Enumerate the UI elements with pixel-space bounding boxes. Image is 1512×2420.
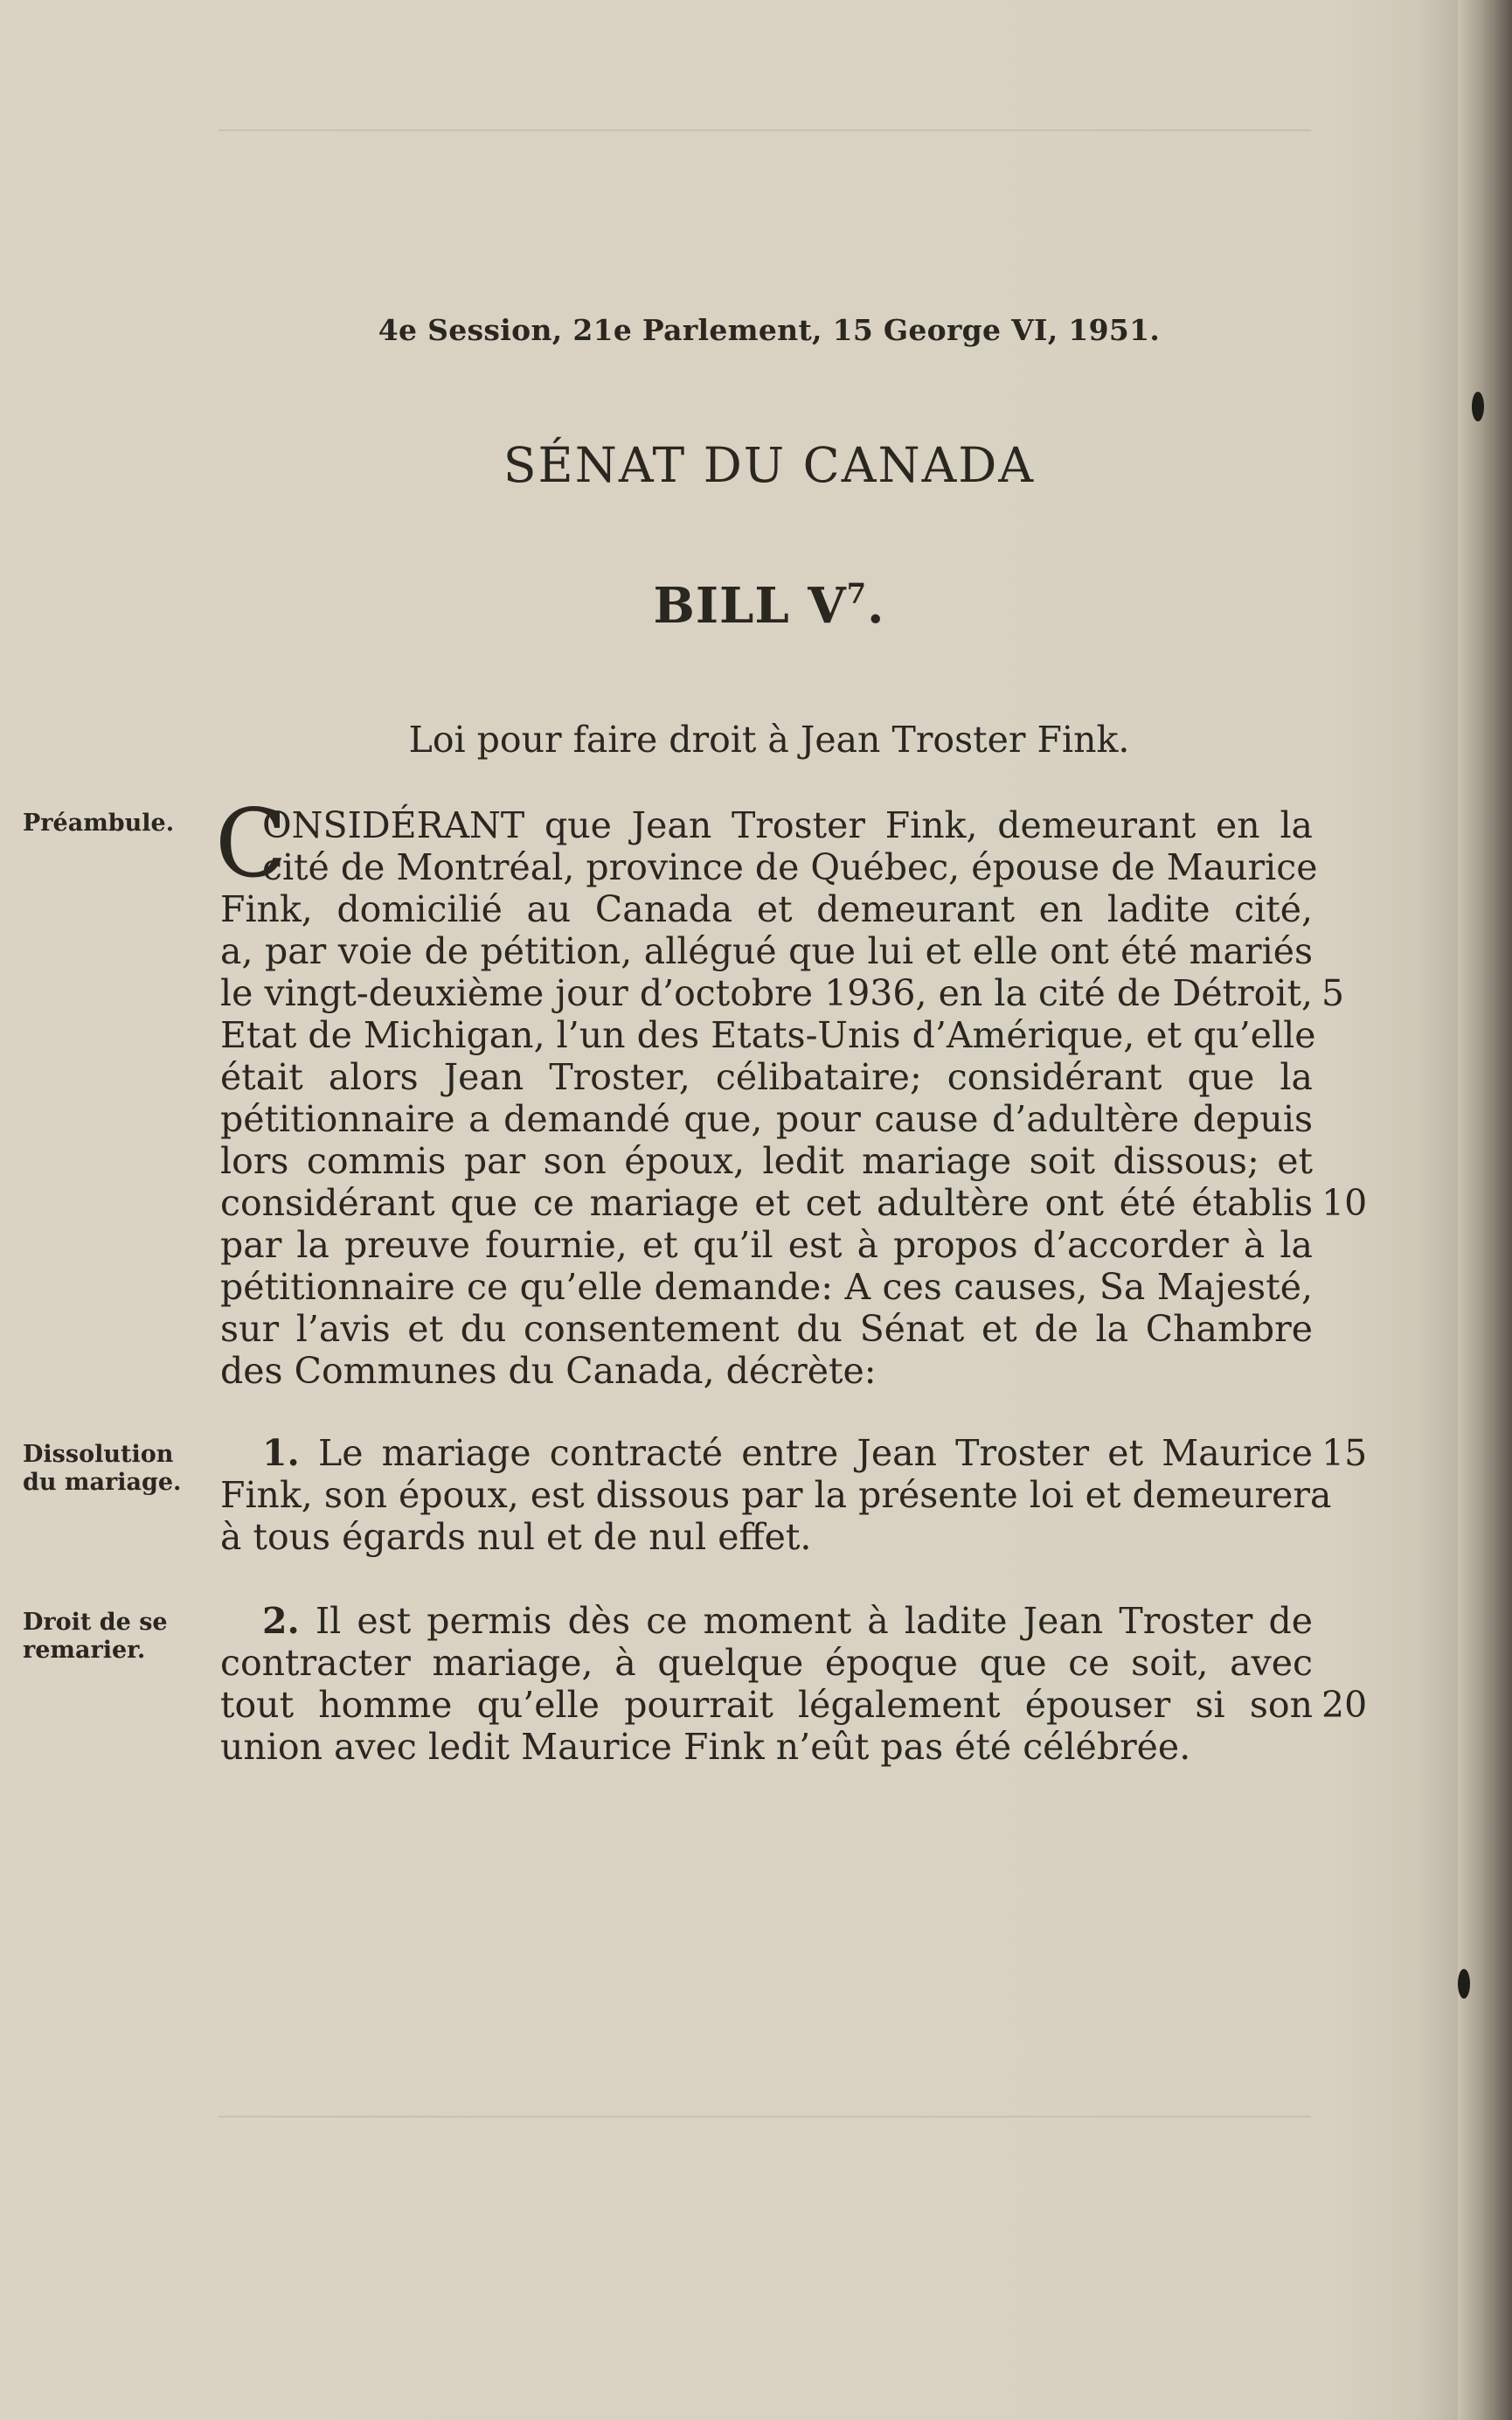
text-line: cité de Montréal, province de Québec, épouse de Maurice bbox=[262, 846, 1318, 888]
line-number: 20 bbox=[1321, 1684, 1368, 1726]
text-line bbox=[220, 1600, 1313, 1642]
bill-subtitle: Loi pour faire droit à Jean Troster Fink. bbox=[408, 719, 1130, 761]
chamber-title: SÉNAT DU CANADA bbox=[503, 437, 1036, 493]
bleed-through-line bbox=[218, 129, 1311, 131]
text-line: contracter mariage, à quelque époque que ce soit, avec bbox=[220, 1642, 1313, 1684]
text-line: Fink, son époux, est dissous par la présente loi et demeurera bbox=[220, 1474, 1332, 1516]
margin-note-dissolution bbox=[23, 1441, 189, 1497]
line-number: 10 bbox=[1321, 1182, 1368, 1224]
margin-note-line: remarier. bbox=[23, 1637, 146, 1664]
preamble-paragraph bbox=[215, 789, 1318, 1392]
bill-suffix: . bbox=[867, 577, 885, 635]
bill-superscript: 7 bbox=[846, 577, 867, 610]
page-binding-edge bbox=[1458, 0, 1512, 2420]
text-line: pétitionnaire ce qu’elle demande: A ces causes, Sa Majesté, bbox=[220, 1266, 1313, 1308]
drop-cap: C bbox=[215, 789, 288, 899]
bill-label: BILL V bbox=[653, 577, 847, 635]
text-line: considérant que ce mariage et cet adultère ont été établis bbox=[220, 1182, 1313, 1224]
margin-note-line: du mariage. bbox=[23, 1469, 182, 1496]
text-line: sur l’avis et du consentement du Sénat et de la Chambre bbox=[220, 1308, 1313, 1350]
margin-note-preamble: Préambule. bbox=[23, 810, 175, 837]
text-line: par la preuve fournie, et qu’il est à propos d’accorder à la bbox=[220, 1224, 1313, 1266]
text-line: a, par voie de pétition, allégué que lui et elle ont été mariés bbox=[220, 930, 1313, 972]
bill-title bbox=[0, 577, 1512, 635]
margin-note-line: Droit de se bbox=[23, 1609, 168, 1636]
line-number: 5 bbox=[1321, 972, 1345, 1014]
text-line bbox=[220, 1432, 1313, 1474]
margin-note-line: Dissolution bbox=[23, 1441, 174, 1468]
section-text: Il est permis dès ce moment à ladite Jean Troster de bbox=[315, 1600, 1313, 1642]
text-line: lors commis par son époux, ledit mariage soit dissous; et bbox=[220, 1140, 1313, 1182]
text-line: des Communes du Canada, décrète: bbox=[220, 1350, 877, 1392]
text-line: pétitionnaire a demandé que, pour cause d’adultère depuis bbox=[220, 1098, 1313, 1140]
section-text: Le mariage contracté entre Jean Troster et Maurice bbox=[317, 1432, 1313, 1474]
text-line: à tous égards nul et de nul effet. bbox=[220, 1516, 812, 1558]
section-1-paragraph bbox=[220, 1432, 1332, 1558]
text-line: Etat de Michigan, l’un des Etats-Unis d’Amérique, et qu’elle bbox=[220, 1014, 1316, 1056]
binding-hole bbox=[1472, 392, 1484, 421]
line-number: 15 bbox=[1321, 1432, 1368, 1474]
text-line: tout homme qu’elle pourrait légalement épouser si son bbox=[220, 1684, 1313, 1726]
text-line: union avec ledit Maurice Fink n’eût pas été célébrée. bbox=[220, 1726, 1191, 1768]
text-line: le vingt-deuxième jour d’octobre 1936, en la cité de Détroit, bbox=[220, 972, 1313, 1014]
margin-note-remarriage bbox=[23, 1609, 189, 1665]
bleed-through-line bbox=[218, 2116, 1311, 2118]
section-number: 1. bbox=[262, 1432, 300, 1474]
text-line: Fink, domicilié au Canada et demeurant en ladite cité, bbox=[220, 888, 1313, 930]
binding-hole bbox=[1458, 1969, 1470, 1999]
session-header: 4e Session, 21e Parlement, 15 George VI, 1951. bbox=[378, 313, 1161, 347]
text-line: était alors Jean Troster, célibataire; considérant que la bbox=[220, 1056, 1313, 1098]
section-number: 2. bbox=[262, 1600, 300, 1642]
text-line: ONSIDÉRANT que Jean Troster Fink, demeurant en la bbox=[262, 804, 1313, 846]
section-2-paragraph bbox=[220, 1600, 1313, 1768]
